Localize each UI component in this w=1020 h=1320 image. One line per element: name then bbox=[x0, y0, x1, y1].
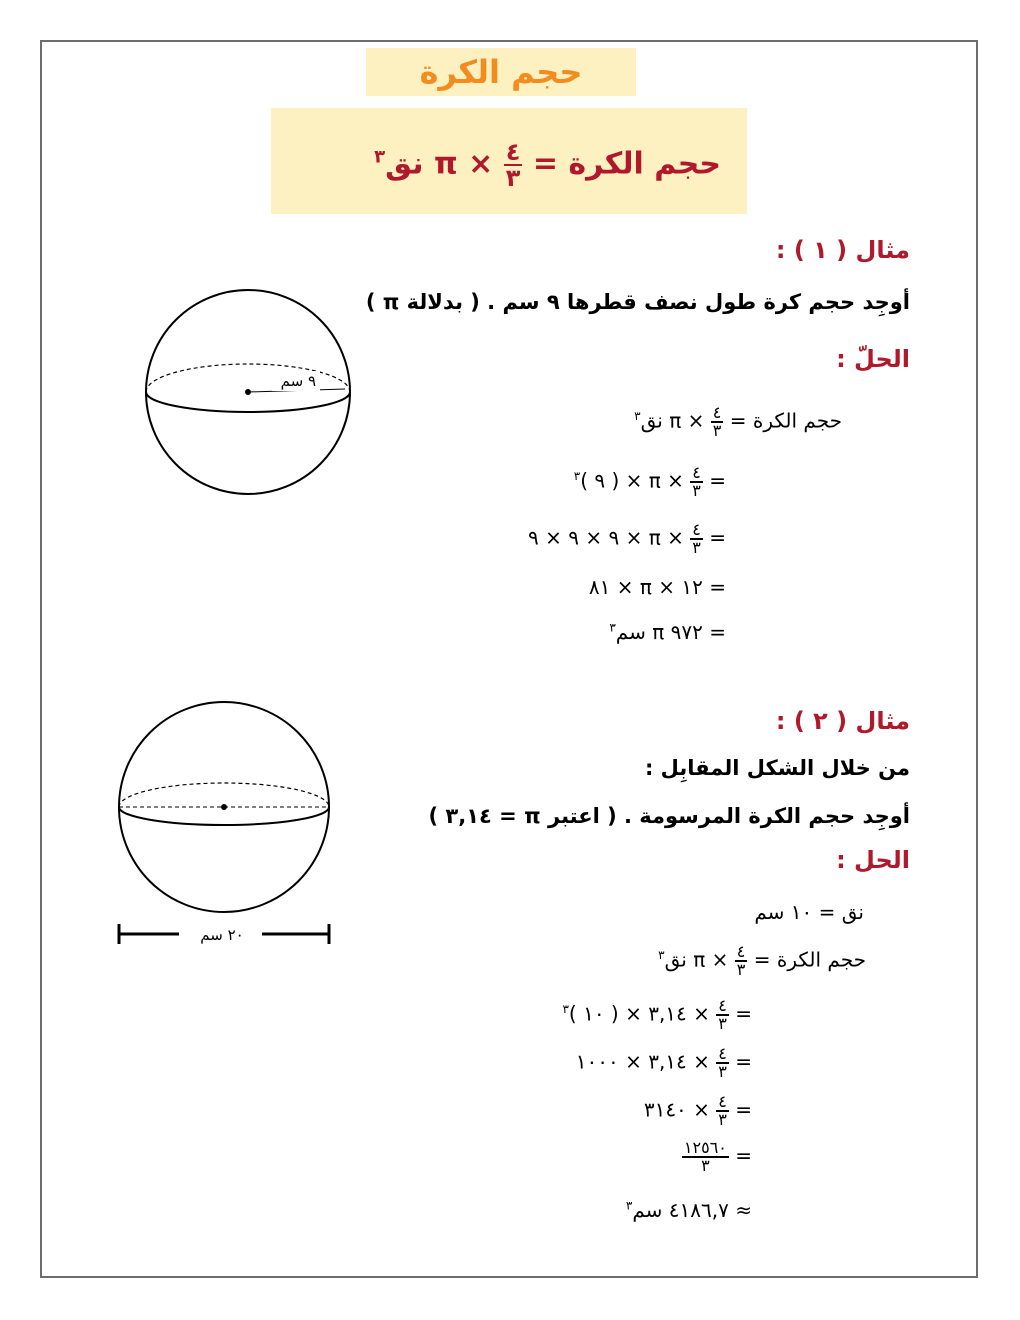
step-denominator: ٣ bbox=[718, 1062, 727, 1081]
step-denominator: ٣ bbox=[712, 421, 722, 440]
step-fraction bbox=[682, 1140, 729, 1174]
step-numerator: ٤ bbox=[736, 942, 746, 961]
step-exponent: ٣ bbox=[573, 468, 581, 483]
formula-variable: نق bbox=[385, 146, 424, 182]
step-expression: × ٣١٤٠ bbox=[643, 1097, 710, 1122]
formula-box bbox=[271, 108, 747, 214]
example2-heading: مثال ( ٢ ) : bbox=[775, 707, 910, 735]
step-equals: = bbox=[753, 947, 771, 972]
example1-step-5 bbox=[609, 620, 726, 644]
example1-step-2 bbox=[574, 465, 726, 499]
step-exponent: ٣ bbox=[609, 620, 616, 635]
step-fraction bbox=[716, 998, 729, 1032]
sphere-volume-formula bbox=[374, 140, 721, 190]
step-fraction bbox=[711, 405, 724, 439]
page-frame bbox=[40, 40, 978, 1278]
formula-pi: π bbox=[433, 146, 458, 182]
step-denominator: ٣ bbox=[718, 1014, 727, 1033]
example1-step-3 bbox=[528, 522, 726, 556]
step-denominator: ٣ bbox=[692, 538, 701, 557]
example2-intro: من خلال الشكل المقابِل : bbox=[644, 756, 910, 780]
step-exponent: ٣ bbox=[625, 1198, 633, 1213]
step-numerator: ٤ bbox=[692, 463, 701, 482]
example2-step-4 bbox=[644, 1094, 752, 1128]
step-numerator: ١٢٥٦٠ bbox=[683, 1138, 727, 1157]
step-denominator: ٣ bbox=[692, 481, 701, 500]
step-numerator: ٤ bbox=[712, 403, 722, 422]
step-fraction bbox=[690, 522, 703, 556]
formula-fraction bbox=[504, 140, 523, 190]
example2-step-2 bbox=[562, 998, 752, 1032]
step-fraction bbox=[716, 1046, 729, 1080]
step-equals: = bbox=[735, 1097, 752, 1122]
step-label: حجم الكرة bbox=[776, 947, 866, 972]
formula-times: × bbox=[468, 146, 494, 182]
step-label: حجم الكرة bbox=[752, 408, 842, 433]
formula-equals: = bbox=[532, 146, 558, 182]
step-numerator: ٤ bbox=[718, 1092, 727, 1111]
step-exponent: ٣ bbox=[658, 947, 665, 962]
step-equals: = bbox=[735, 1049, 752, 1074]
example2-step-1 bbox=[658, 944, 866, 978]
example1-step-1 bbox=[634, 405, 842, 439]
formula-denominator: ٣ bbox=[505, 164, 521, 192]
step-equals: = bbox=[709, 575, 726, 599]
step-expression: × π نق bbox=[664, 947, 729, 972]
diameter-label: ٢٠ سم bbox=[200, 926, 244, 944]
step-equals: = bbox=[709, 468, 726, 493]
step-denominator: ٣ bbox=[736, 960, 746, 979]
step-equals: = bbox=[709, 620, 726, 644]
example2-step-6 bbox=[626, 1198, 752, 1222]
example2-question: أوجِد حجم الكرة المرسومة . ( اعتبر π = ٣,١٤ ) bbox=[428, 804, 910, 828]
formula-numerator: ٤ bbox=[505, 138, 521, 166]
step-numerator: ٤ bbox=[692, 520, 701, 539]
step-expression: × π × ٩ × ٩ × ٩ bbox=[528, 525, 684, 550]
sphere-center bbox=[245, 389, 251, 395]
example1-heading: مثال ( ١ ) : bbox=[775, 236, 910, 264]
sphere-center bbox=[221, 804, 227, 810]
step-denominator: ٣ bbox=[701, 1156, 710, 1175]
sphere-diagram-2 bbox=[112, 700, 342, 950]
example2-radius: نق = ١٠ سم bbox=[754, 900, 864, 924]
sphere-back-equator bbox=[119, 783, 329, 807]
step-expression: × ٣,١٤ × ( ١٠ ) bbox=[568, 1001, 710, 1026]
step-denominator: ٣ bbox=[718, 1110, 727, 1129]
radius-label: ٩ سم bbox=[280, 372, 316, 390]
step-fraction bbox=[690, 465, 703, 499]
step-numerator: ٤ bbox=[718, 1044, 727, 1063]
sphere-diagram-1 bbox=[140, 285, 360, 505]
step-equals: = bbox=[709, 525, 726, 550]
formula-exponent: ٣ bbox=[374, 146, 386, 168]
step-expression: ١٢ × π × ٨١ bbox=[588, 575, 703, 599]
example1-step-4 bbox=[589, 575, 726, 599]
formula-label: حجم الكرة bbox=[568, 146, 721, 182]
example2-step-3 bbox=[576, 1046, 752, 1080]
step-exponent: ٣ bbox=[562, 1001, 569, 1016]
step-expression: × π × ( ٩ ) bbox=[580, 468, 684, 493]
step-fraction bbox=[716, 1094, 729, 1128]
step-fraction bbox=[735, 944, 748, 978]
step-equals: = bbox=[735, 1143, 752, 1168]
step-expression: ٤١٨٦,٧ سم bbox=[632, 1198, 729, 1222]
example2-step-5 bbox=[682, 1140, 752, 1174]
page-title: حجم الكرة bbox=[366, 48, 636, 96]
step-equals: = bbox=[735, 1001, 752, 1026]
step-expression: ٩٧٢ π سم bbox=[615, 620, 703, 644]
step-expression: × ٣,١٤ × ١٠٠٠ bbox=[575, 1049, 710, 1074]
example1-solution-label: الحلّ : bbox=[836, 345, 910, 373]
step-equals: = bbox=[729, 408, 747, 433]
example1-question: أوجِد حجم كرة طول نصف قطرها ٩ سم . ( بدلالة π ) bbox=[365, 290, 910, 314]
step-numerator: ٤ bbox=[718, 996, 727, 1015]
example2-solution-label: الحل : bbox=[836, 846, 910, 874]
step-expression: × π نق bbox=[640, 408, 705, 433]
step-equals: ≈ bbox=[735, 1198, 752, 1222]
step-exponent: ٣ bbox=[634, 408, 641, 423]
